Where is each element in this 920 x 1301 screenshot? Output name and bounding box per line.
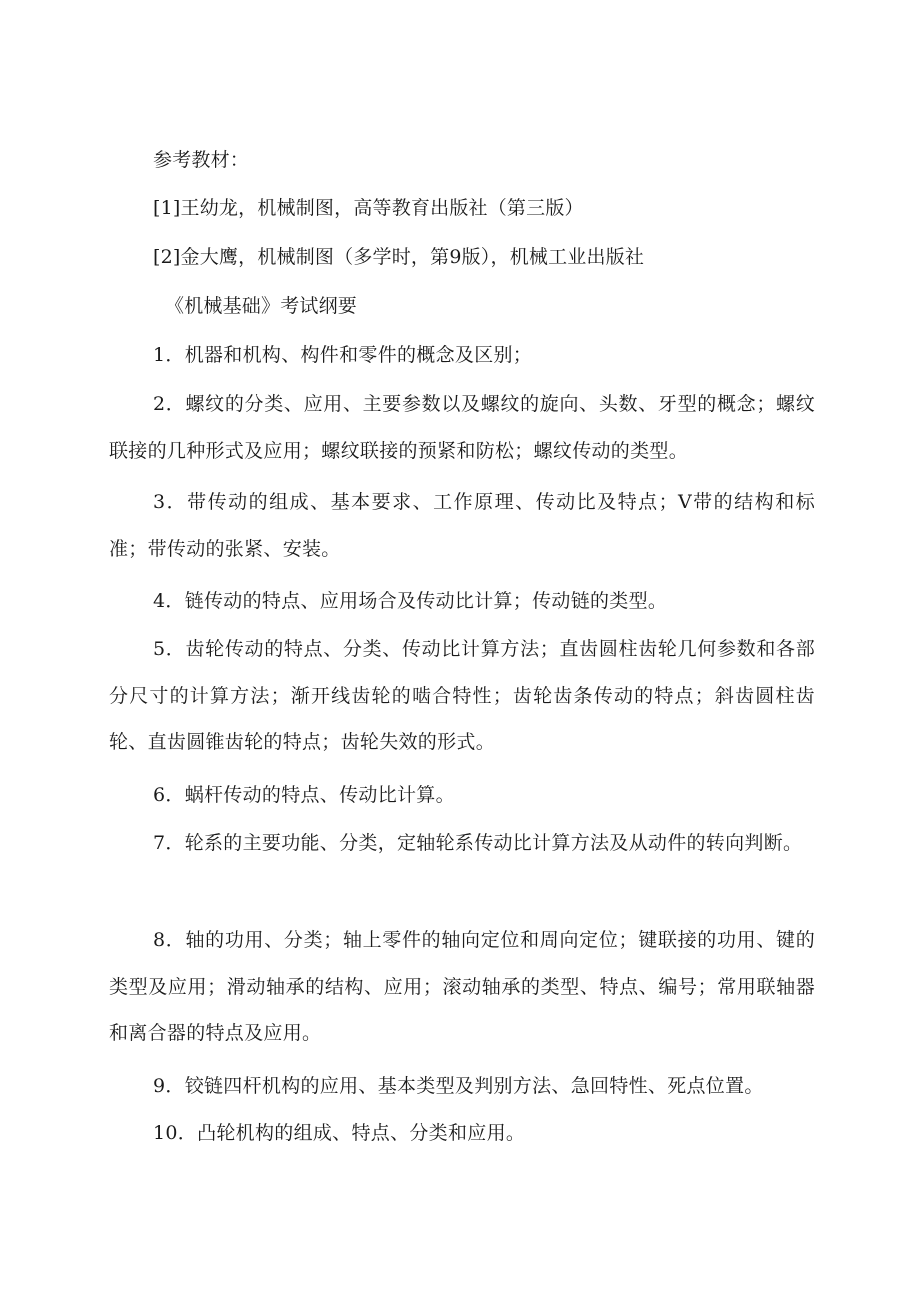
syllabus-item-6: 6．蜗杆传动的特点、传动比计算。 xyxy=(153,784,455,806)
syllabus-title: 《机械基础》考试纲要 xyxy=(165,295,358,317)
syllabus-item-4: 4．链传动的特点、应用场合及传动比计算；传动链的类型。 xyxy=(153,590,668,612)
syllabus-item-3: 3．带传动的组成、基本要求、工作原理、传动比及特点；V带的结构和标准；带传动的张紧、安装。 xyxy=(109,491,815,560)
syllabus-item-2: 2．螺纹的分类、应用、主要参数以及螺纹的旋向、头数、牙型的概念；螺纹联接的几种形式及应用；螺纹联接的预紧和防松；螺纹传动的类型。 xyxy=(109,393,815,462)
syllabus-item-10: 10．凸轮机构的组成、特点、分类和应用。 xyxy=(153,1122,526,1144)
references-heading: 参考教材： xyxy=(153,149,250,171)
syllabus-item-8: 8．轴的功用、分类；轴上零件的轴向定位和周向定位；键联接的功用、键的类型及应用；滑动轴承的结构、应用；滚动轴承的类型、特点、编号；常用联轴器和离合器的特点及应用。 xyxy=(109,929,815,1044)
syllabus-item-9: 9．铰链四杆机构的应用、基本类型及判别方法、急回特性、死点位置。 xyxy=(153,1075,764,1097)
reference-item-1: [1]王幼龙，机械制图，高等教育出版社（第三版） xyxy=(153,197,584,219)
syllabus-item-1: 1．机器和机构、构件和零件的概念及区别； xyxy=(153,344,533,366)
syllabus-item-7: 7．轮系的主要功能、分类，定轴轮系传动比计算方法及从动件的转向判断。 xyxy=(153,832,803,854)
syllabus-item-5: 5．齿轮传动的特点、分类、传动比计算方法；直齿圆柱齿轮几何参数和各部分尺寸的计算方法；渐开线齿轮的啮合特性；齿轮齿条传动的特点；斜齿圆柱齿轮、直齿圆锥齿轮的特点；齿轮失效的形式。 xyxy=(109,638,815,753)
reference-item-2: [2]金大鹰，机械制图（多学时，第9版），机械工业出版社 xyxy=(153,246,645,268)
